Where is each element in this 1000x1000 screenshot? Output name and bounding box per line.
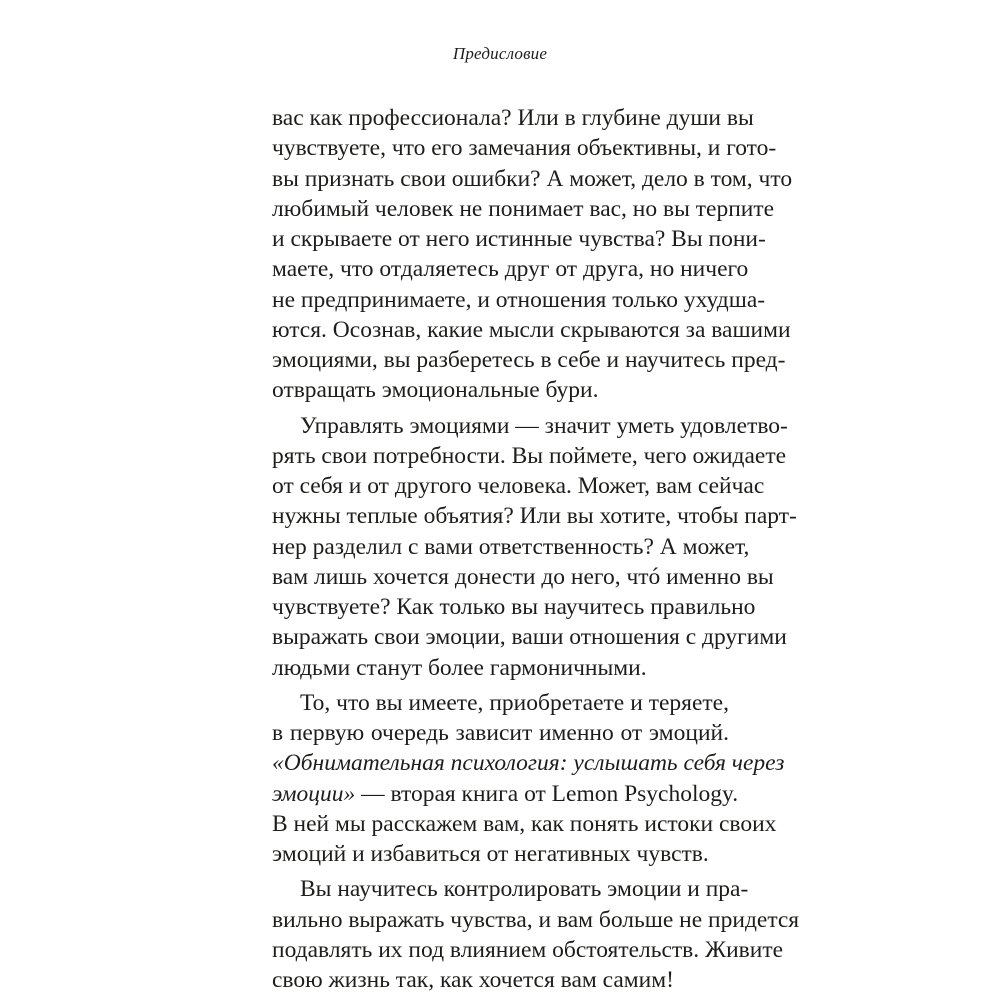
text-line: То, что вы имеете, приобретаете и теряете, [300, 690, 729, 716]
text-line: подавлять их под влиянием обстоятельств. Живите [272, 937, 784, 963]
text-line [272, 748, 785, 778]
text-line: ются. Осознав, какие мысли скрываются за вашими [272, 317, 791, 343]
book-title-italic: эмоции» [272, 781, 356, 807]
text-line: маете, что отдаляетесь друг от друга, но ничего [272, 256, 749, 282]
text-line: эмоциями, вы разберетесь в себе и научитесь пред- [272, 347, 786, 373]
text-line: вас как профессионала? Или в глубине души вы [272, 105, 754, 131]
text-line: не предпринимаете, и отношения только ухудша- [272, 287, 766, 313]
running-head: Предисловие [452, 44, 548, 63]
text-line: свою жизнь так, как хочется вам самим! [272, 967, 674, 993]
text-line: Управлять эмоциями — значит уметь удовлетво- [300, 413, 788, 439]
text-line: людьми станут более гармоничными. [272, 655, 647, 681]
text-line: эмоций и избавиться от негативных чувств. [272, 841, 709, 867]
text-line: вам лишь хочется донести до него, чтó именно вы [272, 564, 774, 590]
text-line: В ней мы расскажем вам, как понять истоки своих [272, 811, 777, 837]
text-line: нужны теплые объятия? Или вы хотите, чтобы парт- [272, 503, 797, 529]
text-span: — вторая книга от Lemon Psychology. [355, 781, 739, 807]
text-line: от себя и от другого человека. Может, вам сейчас [272, 473, 765, 499]
text-line: рять свои потребности. Вы поймете, чего ожидаете [272, 443, 787, 469]
text-line: чувствуете? Как только вы научитесь правильно [272, 594, 756, 620]
text-line: вильно выражать чувства, и вам больше не придется [272, 907, 800, 933]
text-line: любимый человек не понимает вас, но вы терпите [272, 196, 775, 222]
text-line: нер разделил с вами ответственность? А может, [272, 534, 750, 560]
text-line [272, 779, 739, 809]
book-title-italic: «Обнимательная психология: услышать себя через [272, 750, 785, 776]
text-line: выражать свои эмоции, ваши отношения с другими [272, 624, 787, 650]
text-line: чувствуете, что его замечания объективны, и гото- [272, 135, 777, 161]
text-line: Вы научитесь контролировать эмоции и пра- [300, 876, 749, 902]
text-line: и скрываете от него истинные чувства? Вы пони- [272, 226, 766, 252]
text-line: отвращать эмоциональные бури. [272, 377, 599, 403]
text-line: вы признать свои ошибки? А может, дело в том, что [272, 166, 793, 192]
text-line: в первую очередь зависит именно от эмоций. [272, 720, 729, 746]
